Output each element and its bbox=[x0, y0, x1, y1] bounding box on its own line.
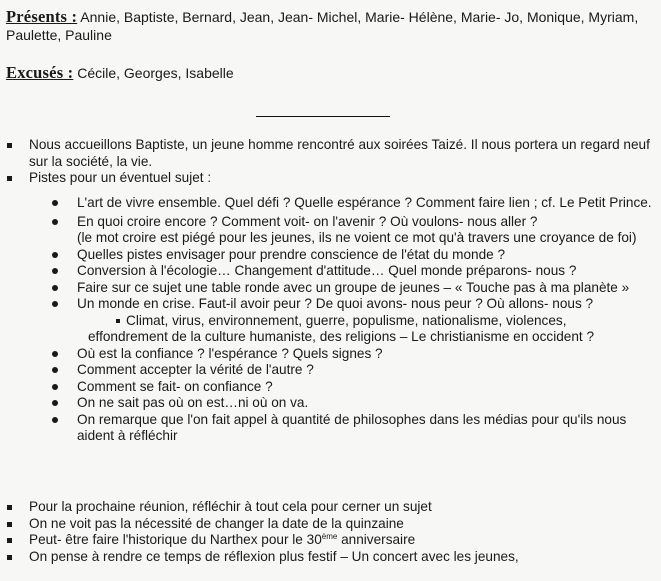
piste-item: Quelles pistes envisager pour prendre conscience de l'état du monde ? bbox=[0, 247, 661, 264]
square-bullet-icon bbox=[116, 319, 120, 323]
piste-item: L'art de vivre ensemble. Quel défi ? Quelle espérance ? Comment faire lien ; cf. Le Petit Prince. bbox=[0, 195, 661, 212]
square-bullet-icon bbox=[7, 522, 12, 527]
list-item: On pense à rendre ce temps de réflexion plus festif – Un concert avec les jeunes, bbox=[0, 549, 661, 566]
round-bullet-icon bbox=[52, 417, 58, 423]
round-bullet-icon bbox=[52, 268, 58, 274]
presents-label: Présents : bbox=[6, 7, 78, 26]
piste-item: On remarque que l'on fait appel à quantité de philosophes dans les médias pour qu'ils nous aident à réfléchir bbox=[0, 412, 661, 445]
crise-detail: Climat, virus, environnement, guerre, populisme, nationalisme, violences, effondrement de la culture humaniste, des religions – Le christianisme en occident ? bbox=[88, 312, 595, 344]
piste-item: On ne sait pas où on est…ni où on va. bbox=[0, 395, 661, 412]
excused-line bbox=[6, 64, 234, 82]
round-bullet-icon bbox=[52, 219, 58, 225]
attendees-line bbox=[6, 8, 646, 44]
separator-line bbox=[256, 116, 390, 117]
closing-list bbox=[0, 499, 661, 565]
piste-item: En quoi croire encore ? Comment voit- on l'avenir ? Où voulons- nous aller ? (le mot croire est piégé pour les jeunes, ils ne voient ce mot qu'à travers une croyance de foi) bbox=[0, 214, 661, 247]
round-bullet-icon bbox=[52, 200, 58, 206]
list-item: Pistes pour un éventuel sujet : bbox=[0, 170, 661, 187]
piste-item: Un monde en crise. Faut-il avoir peur ? De quoi avons- nous peur ? Où allons- nous ? bbox=[0, 296, 661, 313]
list-item: Peut- être faire l'historique du Narthex pour le 30ème anniversaire bbox=[0, 532, 661, 549]
excuses-names: Cécile, Georges, Isabelle bbox=[73, 65, 234, 81]
piste-item: Conversion à l'écologie… Changement d'attitude… Quel monde préparons- nous ? bbox=[0, 263, 661, 280]
excuses-label: Excusés : bbox=[6, 63, 74, 82]
square-bullet-icon bbox=[7, 555, 12, 560]
piste-item: Comment accepter la vérité de l'autre ? bbox=[0, 362, 661, 379]
square-bullet-icon bbox=[7, 538, 12, 543]
round-bullet-icon bbox=[52, 252, 58, 258]
piste-note: (le mot croire est piégé pour les jeunes, ils ne voient ce mot qu'à travers une croyance de foi) bbox=[77, 230, 637, 245]
piste-item: Où est la confiance ? l'espérance ? Quels signes ? bbox=[0, 346, 661, 363]
round-bullet-icon bbox=[52, 367, 58, 373]
square-bullet-icon bbox=[7, 143, 12, 148]
presents-names: Annie, Baptiste, Bernard, Jean, Jean- Michel, Marie- Hélène, Marie- Jo, Monique, Myriam, Paulette, Pauline bbox=[6, 9, 639, 43]
piste-item: Comment se fait- on confiance ? bbox=[0, 379, 661, 396]
round-bullet-icon bbox=[52, 285, 58, 291]
list-item: On ne voit pas la nécessité de changer la date de la quinzaine bbox=[0, 516, 661, 533]
round-bullet-icon bbox=[52, 301, 58, 307]
pistes-list bbox=[0, 195, 661, 445]
round-bullet-icon bbox=[52, 351, 58, 357]
intro-list bbox=[0, 137, 661, 187]
round-bullet-icon bbox=[52, 400, 58, 406]
square-bullet-icon bbox=[7, 176, 12, 181]
square-bullet-icon bbox=[7, 505, 12, 510]
list-item: Pour la prochaine réunion, réfléchir à tout cela pour cerner un sujet bbox=[0, 499, 661, 516]
list-item: Nous accueillons Baptiste, un jeune homme rencontré aux soirées Taizé. Il nous portera un regard neuf sur la société, la vie. bbox=[0, 137, 661, 170]
round-bullet-icon bbox=[52, 384, 58, 390]
piste-item: Faire sur ce sujet une table ronde avec un groupe de jeunes – « Touche pas à ma planète » bbox=[0, 280, 661, 297]
